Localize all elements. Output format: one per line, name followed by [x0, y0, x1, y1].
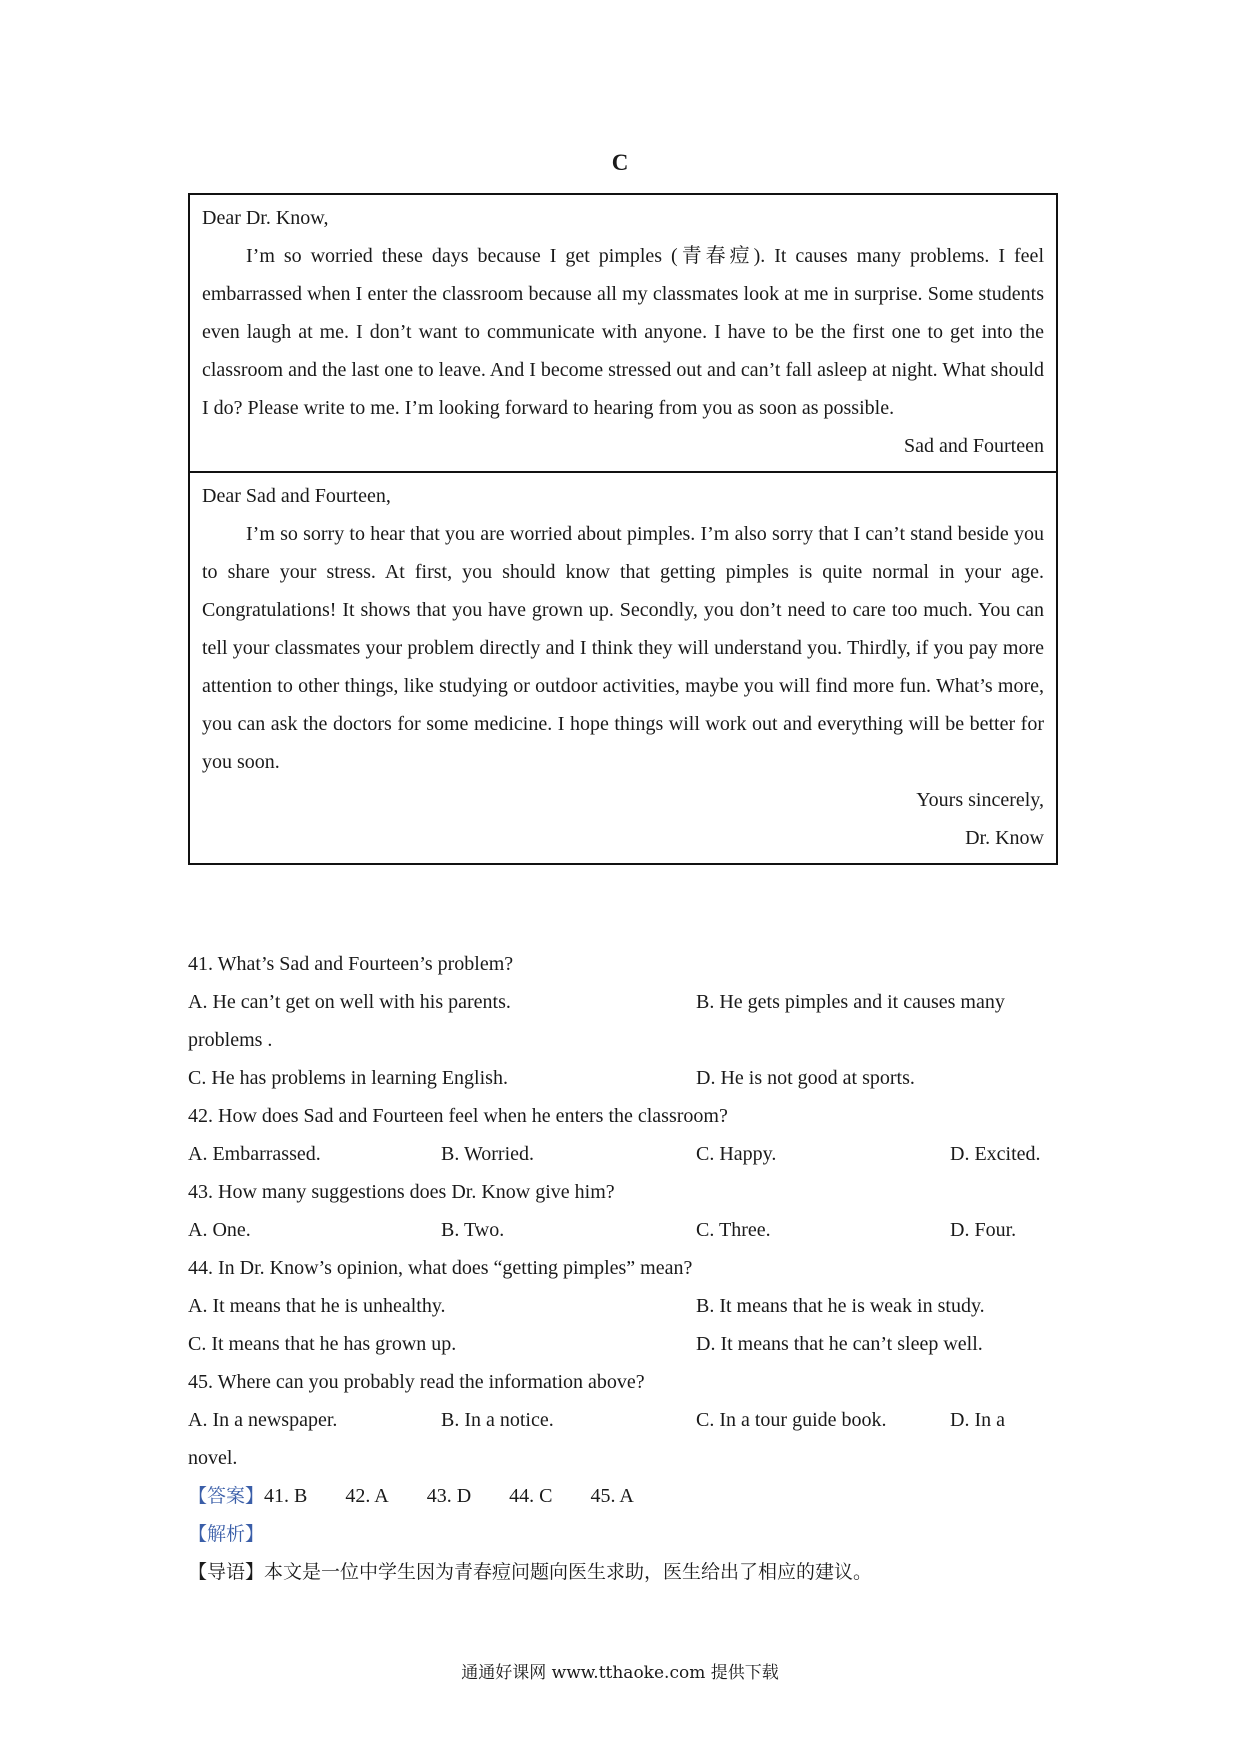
page-footer: 通通好课网 www.tthaoke.com 提供下载 — [461, 1663, 779, 1683]
option-a: A. In a newspaper. — [188, 1409, 338, 1431]
options-row — [188, 1287, 1060, 1325]
option-d-continuation: novel. — [188, 1447, 238, 1469]
answer-item: 44. C — [509, 1485, 553, 1507]
option-c: C. He has problems in learning English. — [188, 1067, 508, 1089]
option-b-continuation: problems . — [188, 1029, 273, 1051]
analysis-label: 【解析】 — [188, 1523, 265, 1545]
option-a: A. It means that he is unhealthy. — [188, 1295, 446, 1317]
option-c: C. Happy. — [696, 1143, 777, 1165]
question-stem: 45. Where can you probably read the information above? — [188, 1371, 645, 1393]
questions-section — [188, 945, 1060, 1591]
option-d: D. Excited. — [950, 1143, 1041, 1165]
answer-item: 45. A — [590, 1485, 634, 1507]
option-c: C. In a tour guide book. — [696, 1409, 887, 1431]
option-d: D. It means that he can’t sleep well. — [696, 1333, 983, 1355]
options-row — [188, 1135, 1060, 1173]
option-b: B. It means that he is weak in study. — [696, 1295, 985, 1317]
options-row — [188, 1401, 1060, 1439]
options-row — [188, 983, 1060, 1021]
option-d: D. He is not good at sports. — [696, 1067, 915, 1089]
answer-item: 43. D — [426, 1485, 472, 1507]
answer-item: 41. B — [264, 1485, 308, 1507]
option-a: A. He can’t get on well with his parents. — [188, 991, 511, 1013]
option-b: B. Two. — [441, 1219, 505, 1241]
option-b: B. Worried. — [441, 1143, 535, 1165]
letter-body: I’m so sorry to hear that you are worried about pimples. I’m also sorry that I can’t stand beside you to share your stress. At first, you should know that getting pimples is quite normal in your age. Congratulations! It shows that you have grown up. Secondly, you don’t need to care too much. You can tell your classmates your problem directly and I think they will understand you. Thirdly, if you pay more attention to other things, like studying or outdoor activities, maybe you will find more fun. What’s more, you can ask the doctors for some medicine. I hope things will work out and everything will be better for you soon. — [202, 523, 1044, 773]
options-row — [188, 1211, 1060, 1249]
letter-from-doctor — [190, 471, 1056, 863]
question-stem: 41. What’s Sad and Fourteen’s problem? — [188, 953, 514, 975]
options-row — [188, 1059, 1060, 1097]
option-b: B. He gets pimples and it causes many — [696, 991, 1005, 1013]
option-a: A. One. — [188, 1219, 251, 1241]
letter-greeting: Dear Sad and Fourteen, — [202, 485, 391, 507]
analysis-line — [188, 1515, 1060, 1553]
answer-line — [188, 1477, 1060, 1515]
guide-line — [188, 1553, 1060, 1591]
letter-greeting: Dear Dr. Know, — [202, 207, 329, 229]
guide-text: 本文是一位中学生因为青春痘问题向医生求助，医生给出了相应的建议。 — [264, 1561, 873, 1583]
letter-signature: Sad and Fourteen — [904, 435, 1044, 457]
question-stem: 44. In Dr. Know’s opinion, what does “getting pimples” mean? — [188, 1257, 693, 1279]
guide-label: 【导语】 — [188, 1561, 265, 1583]
answer-label: 【答案】 — [188, 1485, 265, 1507]
option-b: B. In a notice. — [441, 1409, 554, 1431]
option-d: D. In a — [950, 1409, 1005, 1431]
section-title: C — [611, 150, 629, 175]
option-c: C. It means that he has grown up. — [188, 1333, 457, 1355]
option-a: A. Embarrassed. — [188, 1143, 321, 1165]
option-d: D. Four. — [950, 1219, 1017, 1241]
letter-closing: Yours sincerely, — [916, 789, 1044, 811]
letter-signature: Dr. Know — [965, 827, 1044, 849]
letter-from-student — [190, 195, 1056, 471]
letters-box — [188, 193, 1058, 865]
question-stem: 42. How does Sad and Fourteen feel when he enters the classroom? — [188, 1105, 728, 1127]
option-c: C. Three. — [696, 1219, 771, 1241]
letter-body: I’m so worried these days because I get pimples (青春痘). It causes many problems. I feel embarrassed when I enter the classroom because all my classmates look at me in surprise. Some students even laugh at me. I don’t want to communicate with anyone. I have to be the first one to get into the classroom and the last one to leave. And I become stressed out and can’t fall asleep at night. What should I do? Please write to me. I’m looking forward to hearing from you as soon as possible. — [202, 245, 1044, 419]
answer-item: 42. A — [345, 1485, 389, 1507]
question-stem: 43. How many suggestions does Dr. Know give him? — [188, 1181, 615, 1203]
options-row — [188, 1325, 1060, 1363]
